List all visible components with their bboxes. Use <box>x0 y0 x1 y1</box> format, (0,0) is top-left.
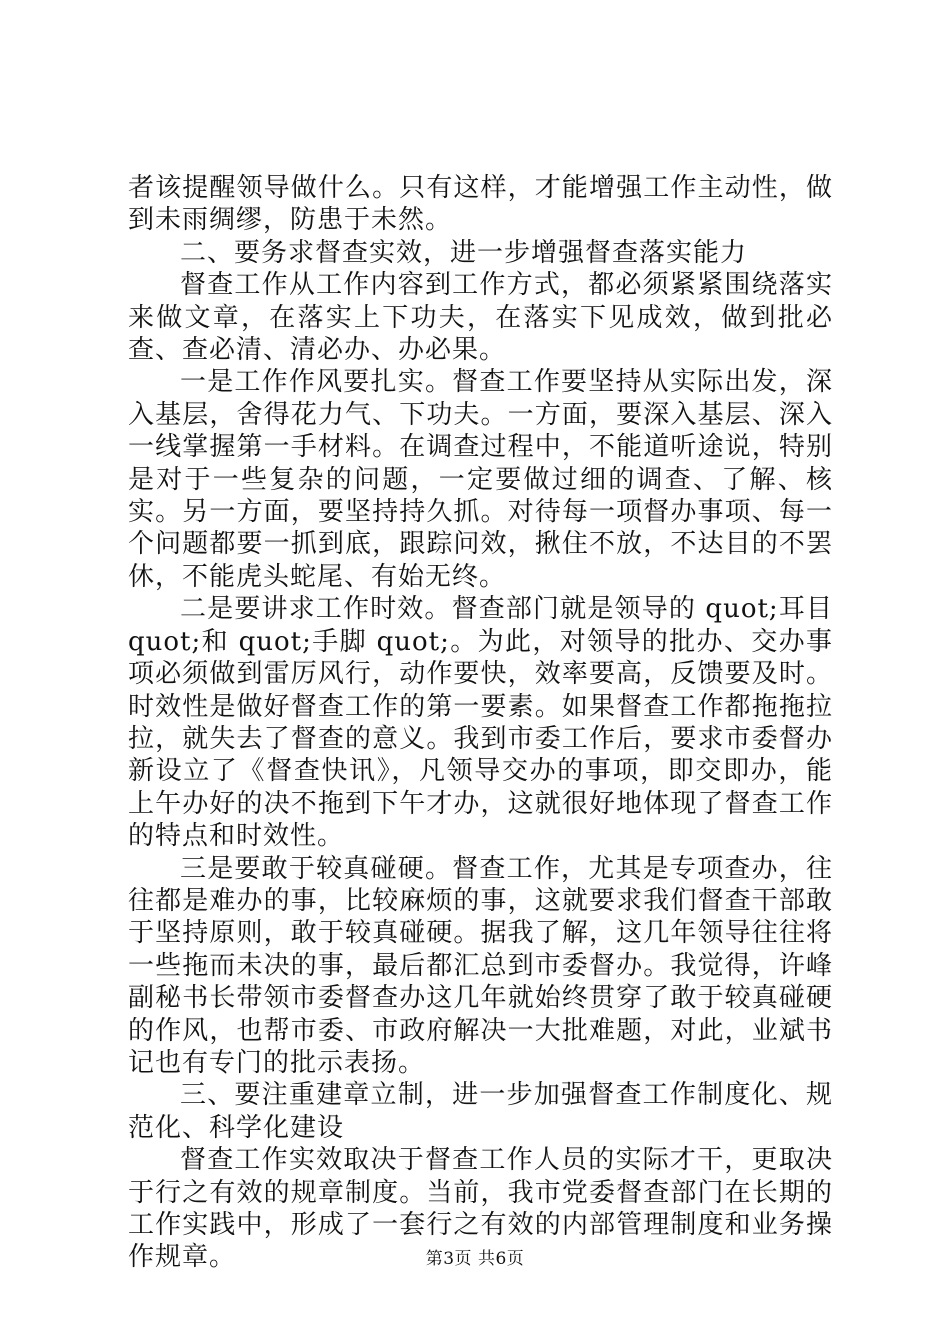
page-number-footer: 第3页 共6页 <box>425 1249 525 1269</box>
paragraph: 一是工作作风要扎实。督查工作要坚持从实际出发，深入基层，舍得花力气、下功夫。一方面，要深入基层、深入一线掌握第一手材料。在调查过程中，不能道听途说，特别是对于一些复杂的问题，一定要做过细的调查、了解、核实。另一方面，要坚持持久抓。对待每一项督办事项、每一个问题都要一抓到底，跟踪问效，揪住不放，不达目的不罢休，不能虎头蛇尾、有始无终。 <box>128 367 833 592</box>
paragraph: 三是要敢于较真碰硬。督查工作，尤其是专项查办，往往都是难办的事，比较麻烦的事，这就要求我们督查干部敢于坚持原则，敢于较真碰硬。据我了解，这几年领导往往将一些拖而未决的事，最后都汇总到市委督办。我觉得，许峰副秘书长带领市委督查办这几年就始终贯穿了敢于较真碰硬的作风，也帮市委、市政府解决一大批难题，对此，业斌书记也有专门的批示表扬。 <box>128 853 833 1078</box>
paragraph: 督查工作实效取决于督查工作人员的实际才干，更取决于行之有效的规章制度。当前，我市党委督查部门在长期的工作实践中，形成了一套行之有效的内部管理制度和业务操作规章。 <box>128 1145 833 1273</box>
paragraph: 督查工作从工作内容到工作方式，都必须紧紧围绕落实来做文章，在落实上下功夫，在落实下见成效，做到批必查、查必清、清必办、办必果。 <box>128 270 833 366</box>
paragraph: 二是要讲求工作时效。督查部门就是领导的 quot;耳目quot;和 quot;手脚 quot;。为此，对领导的批办、交办事项必须做到雷厉风行，动作要快，效率要高，反馈要及时。时效性是做好督查工作的第一要素。如果督查工作都拖拖拉拉，就失去了督查的意义。我到市委工作后，要求市委督办新设立了《督查快讯》，凡领导交办的事项，即交即办，能上午办好的决不拖到下午才办，这就很好地体现了督查工作的特点和时效性。 <box>128 594 833 852</box>
paragraph-continuation: 者该提醒领导做什么。只有这样，才能增强工作主动性，做到未雨绸缪，防患于未然。 <box>128 173 833 236</box>
document-body <box>128 172 833 1274</box>
section-heading-2: 二、要务求督查实效，进一步增强督查落实能力 <box>180 237 748 268</box>
section-heading-3: 三、要注重建章立制，进一步加强督查工作制度化、规范化、科学化建设 <box>128 1080 833 1143</box>
